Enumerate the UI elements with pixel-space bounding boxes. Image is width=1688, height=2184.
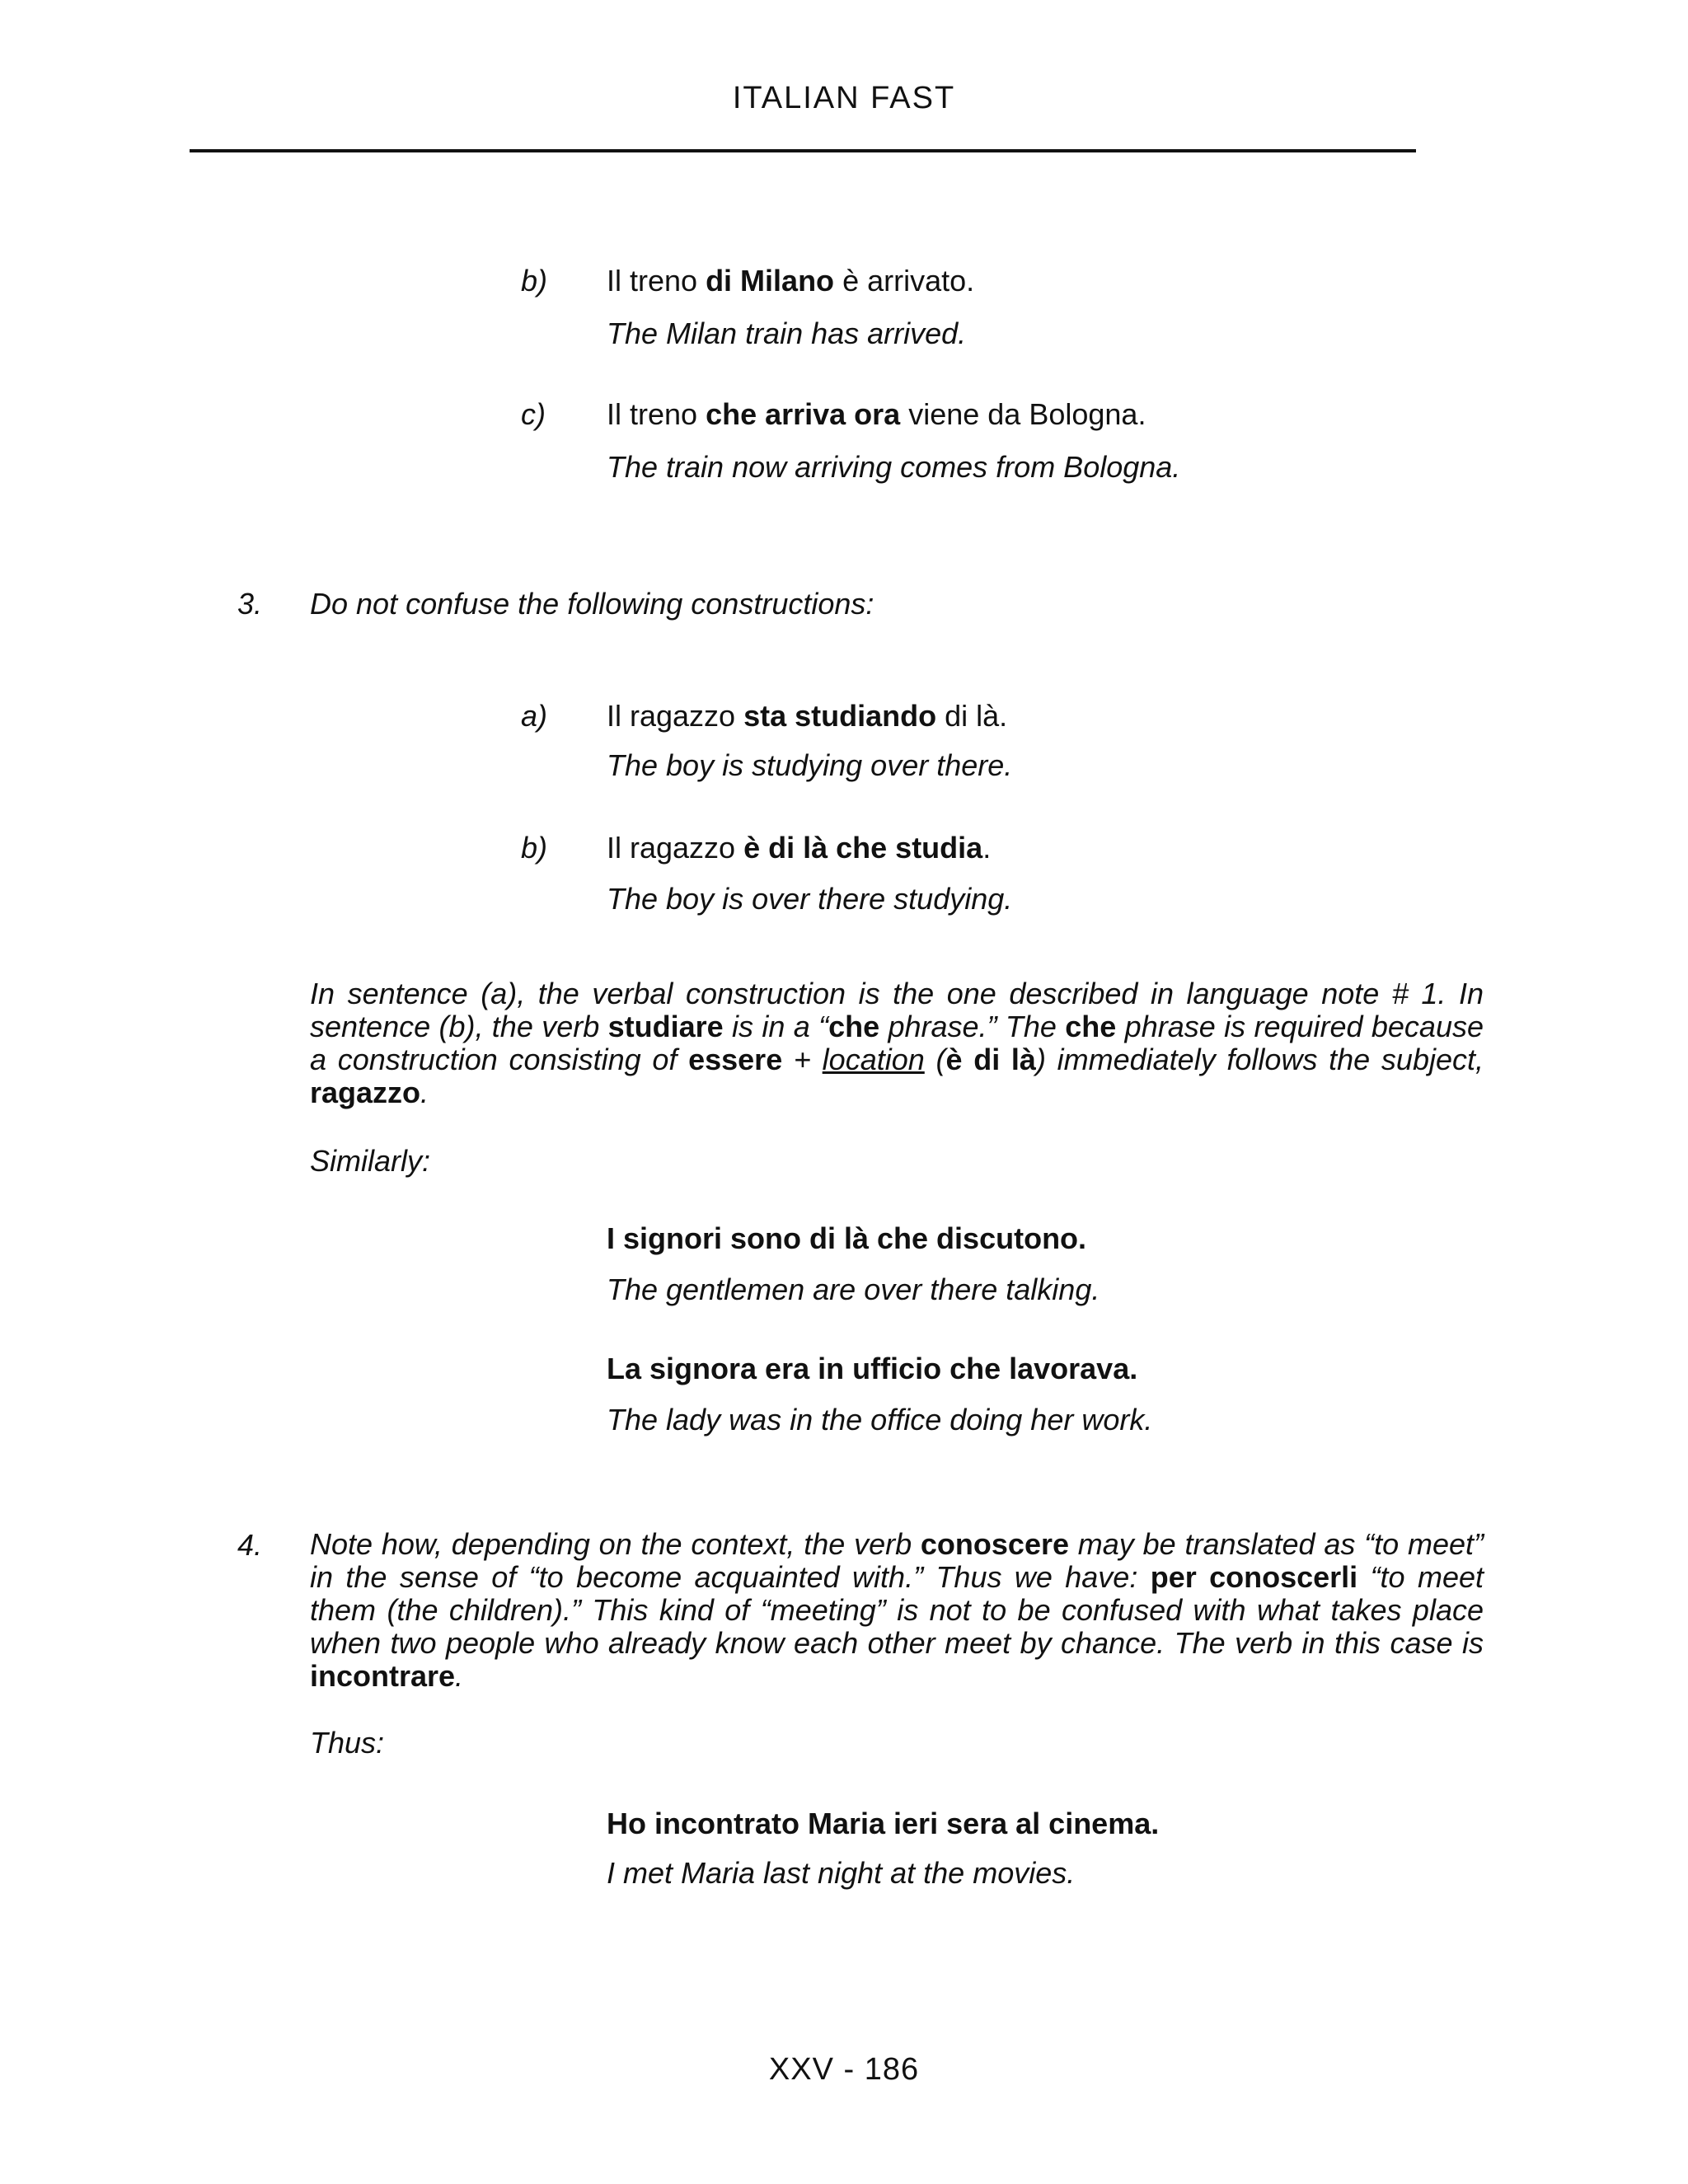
- english-translation: I met Maria last night at the movies.: [607, 1856, 1076, 1890]
- english-translation: The gentlemen are over there talking.: [607, 1272, 1100, 1306]
- similarly-label: Similarly:: [310, 1144, 431, 1178]
- example-label: a): [521, 699, 548, 733]
- note-number: 3.: [237, 587, 263, 621]
- thus-label: Thus:: [310, 1726, 385, 1760]
- english-translation: The boy is over there studying.: [607, 882, 1013, 916]
- example-label: b): [521, 264, 548, 298]
- example-label: b): [521, 831, 548, 865]
- english-translation: The boy is studying over there.: [607, 748, 1013, 782]
- note-number: 4.: [237, 1528, 263, 1562]
- italian-sentence: La signora era in ufficio che lavorava.: [607, 1352, 1138, 1385]
- english-translation: The Milan train has arrived.: [607, 316, 967, 350]
- english-translation: The train now arriving comes from Bologna.: [607, 450, 1181, 484]
- italian-sentence: Il ragazzo sta studiando di là.: [607, 699, 1008, 733]
- explanation-paragraph: In sentence (a), the verbal construction is the one described in language note # 1. In sentence (b), the verb studiare is in a “che phrase.” The che phrase is required because a construction consisting of essere + location (è di là) immediately follows the subject, ragazzo.: [310, 977, 1484, 1109]
- italian-sentence: Il treno di Milano è arrivato.: [607, 264, 975, 298]
- english-translation: The lady was in the office doing her work.: [607, 1403, 1153, 1436]
- page-number: XXV - 186: [768, 2052, 920, 2087]
- header-rule: [190, 149, 1416, 152]
- running-header: ITALIAN FAST: [732, 81, 956, 115]
- italian-sentence: Il treno che arriva ora viene da Bologna.: [607, 397, 1146, 431]
- note-heading: Do not confuse the following constructions:: [310, 587, 874, 621]
- example-label: c): [521, 397, 546, 431]
- italian-sentence: Ho incontrato Maria ieri sera al cinema.: [607, 1807, 1160, 1840]
- italian-sentence: Il ragazzo è di là che studia.: [607, 831, 992, 865]
- italian-sentence: I signori sono di là che discutono.: [607, 1221, 1087, 1255]
- note-paragraph: Note how, depending on the context, the verb conoscere may be translated as “to meet” in the sense of “to become acquainted with.” Thus we have: per conoscerli “to meet them (the children).” This kind of “meeting” is not to be confused with what takes place when two people who already know each other meet by chance. The verb in this case is incontrare.: [310, 1527, 1484, 1693]
